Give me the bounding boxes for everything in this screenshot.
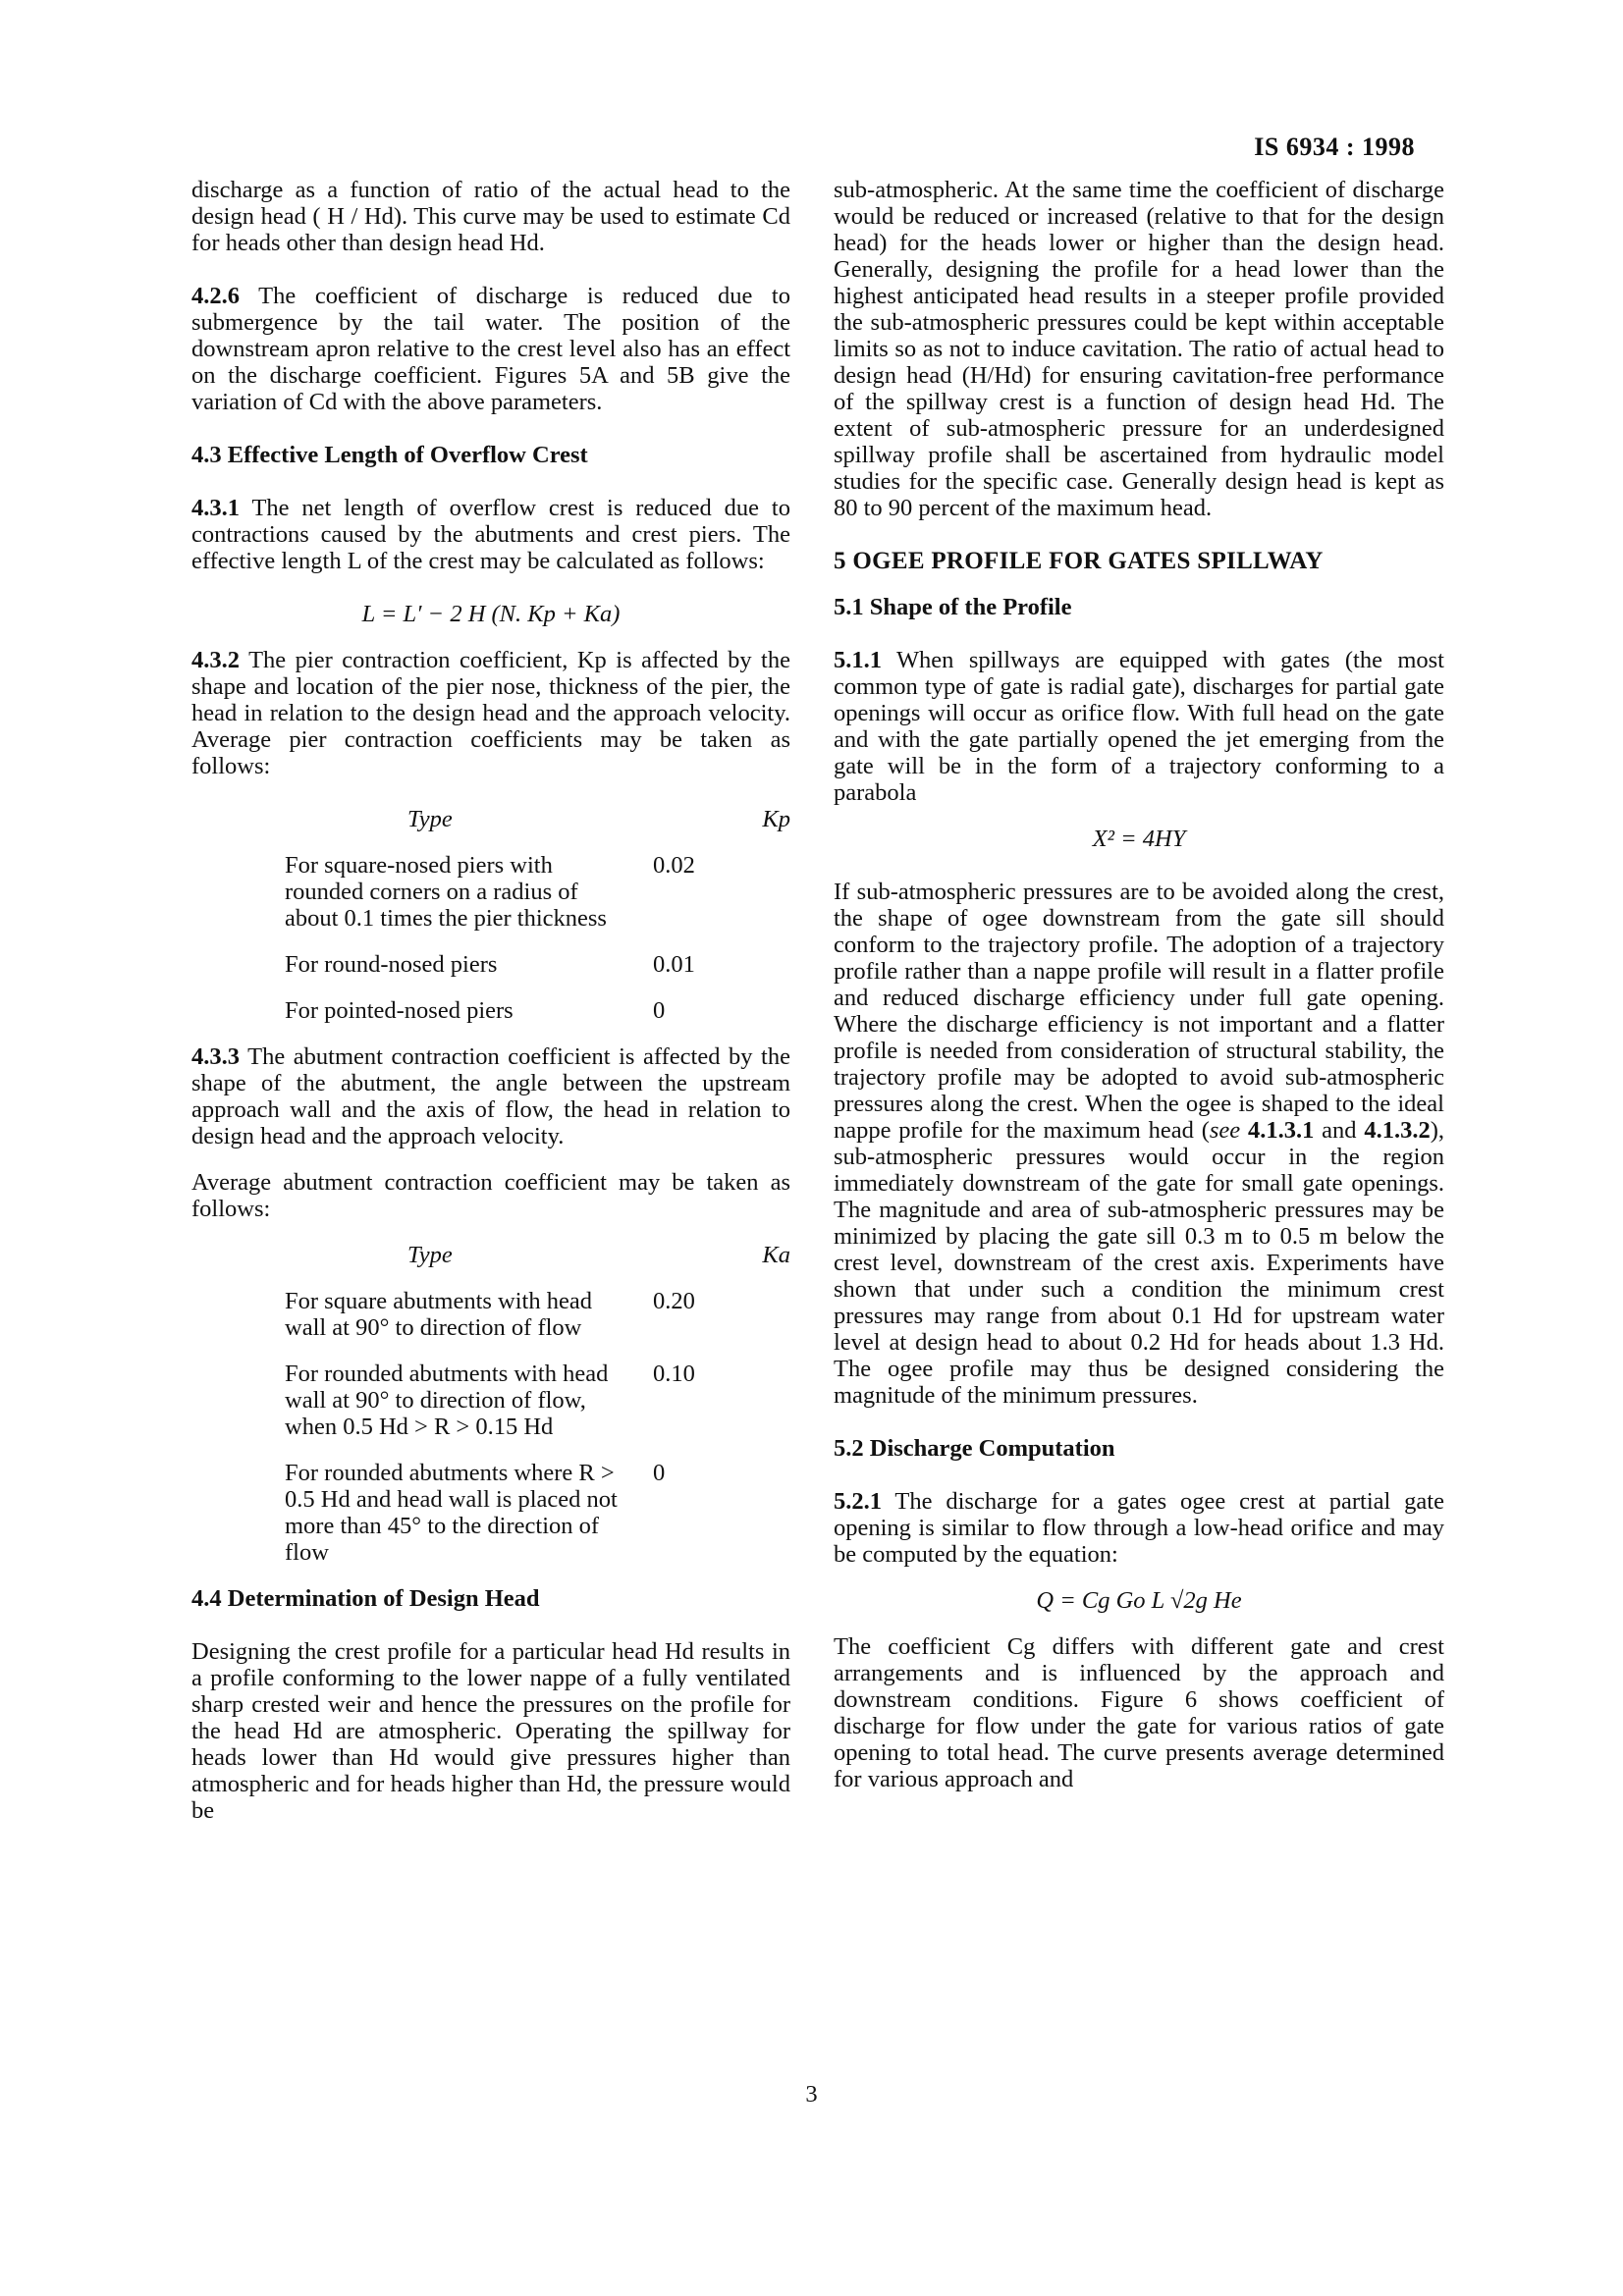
clause-number: 5.1.1 <box>834 647 882 673</box>
clause-reference: 4.1.3.1 <box>1247 1117 1315 1144</box>
clause-4-3-3 <box>191 1043 790 1149</box>
section-heading: 4.3 Effective Length of Overflow Crest <box>191 442 588 468</box>
equation: L = L′ − 2 H (N. Kp + Ka) <box>361 601 621 627</box>
paragraph: Designing the crest profile for a particular head Hd results in a profile conforming to the lower nappe of a fully ventilated sharp crested weir and hence the pressures on the profile for the head Hd are atmospheric. Operating the spillway for heads lower than Hd would give pressures higher than atmospheric and for heads higher than Hd, the pressure would be <box>191 1638 790 1824</box>
clause-number: 4.3.2 <box>191 647 240 673</box>
table-cell-k: 0.20 <box>653 1288 695 1314</box>
text-run-italic: see <box>1209 1117 1241 1144</box>
table-header-row <box>285 1242 790 1268</box>
clause-4-3-2 <box>191 647 790 779</box>
table-row <box>285 997 790 1024</box>
table-row <box>285 951 790 978</box>
table-cell-type: For square-nosed piers with rounded corners on a radius of about 0.1 times the pier thickness <box>285 852 607 932</box>
clause-text: When spillways are equipped with gates (the most common type of gate is radial gate), discharges for partial gate openings will occur as orifice flow. With full head on the gate and with the gate partially opened the jet emerging from the gate will be in the form of a trajectory conforming to a parabola <box>834 647 1444 806</box>
table-row <box>285 1361 790 1440</box>
section-heading: 5 OGEE PROFILE FOR GATES SPILLWAY <box>834 548 1324 574</box>
document-header: IS 6934 : 1998 <box>1254 133 1415 161</box>
clause-text: The abutment contraction coefficient is affected by the shape of the abutment, the angle between the upstream approach wall and the axis of flow, the head in relation to design head and the approach velocity. <box>191 1043 790 1149</box>
table-cell-k: 0.10 <box>653 1361 695 1387</box>
equation: X² = 4HY <box>1092 826 1186 852</box>
left-column <box>191 177 790 1824</box>
clause-text: The discharge for a gates ogee crest at partial gate opening is similar to flow through a low-head orifice and may be computed by the equation: <box>834 1488 1444 1568</box>
right-column <box>834 177 1444 1792</box>
section-heading: 4.4 Determination of Design Head <box>191 1585 540 1612</box>
clause-5-2-1 <box>834 1488 1444 1568</box>
paragraph <box>834 879 1444 1409</box>
clause-number: 5.2.1 <box>834 1488 882 1515</box>
subsection-heading: 5.1 Shape of the Profile <box>834 594 1072 620</box>
table-cell-type: For pointed-nosed piers <box>285 997 514 1024</box>
text-run: and <box>1314 1117 1365 1144</box>
table-row <box>285 852 790 932</box>
table-header-k: Ka <box>762 1242 790 1268</box>
table-cell-type: For rounded abutments where R > 0.5 Hd and head wall is placed not more than 45° to the direction of flow <box>285 1460 618 1566</box>
paragraph: discharge as a function of ratio of the actual head to the design head ( H / Hd). This curve may be used to estimate Cd for heads other than design head Hd. <box>191 177 790 256</box>
clause-4-3-1 <box>191 495 790 574</box>
clause-text: The net length of overflow crest is reduced due to contractions caused by the abutments and crest piers. The effective length L of the crest may be calculated as follows: <box>191 495 790 574</box>
table-cell-type: For round-nosed piers <box>285 951 498 978</box>
table-cell-type: For rounded abutments with head wall at 90° to direction of flow, when 0.5 Hd > R > 0.15 Hd <box>285 1361 609 1440</box>
table-cell-k: 0.01 <box>653 951 695 978</box>
table-header-type: Type <box>407 806 453 832</box>
table-row <box>285 1460 790 1566</box>
clause-reference: 4.1.3.2 <box>1364 1117 1431 1144</box>
table-cell-k: 0 <box>653 997 666 1024</box>
text-run: ), sub-atmospheric pressures would occur in the region immediately downstream of the gate for small gate openings. The magnitude and area of sub-atmospheric pressures may be minimized by placing the gate sill 0.3 m to 0.5 m below the crest level, downstream of the crest axis. Experiments have shown that under such a condition the minimum crest pressures may range from about 0.1 Hd for upstream water level at design head to about 0.2 Hd for heads about 1.3 Hd. The ogee profile may thus be designed considering the magnitude of the minimum pressures. <box>834 1117 1445 1409</box>
table-header-type: Type <box>407 1242 453 1268</box>
clause-5-1-1 <box>834 647 1444 806</box>
table-cell-k: 0 <box>653 1460 666 1486</box>
abutment-coefficient-table <box>285 1242 790 1566</box>
table-cell-k: 0.02 <box>653 852 695 879</box>
clause-number: 4.2.6 <box>191 283 240 309</box>
paragraph: sub-atmospheric. At the same time the coefficient of discharge would be reduced or increased (relative to that for the design head) for the heads lower or higher than the design head. Generally, designing the profile for a head lower than the highest anticipated head results in a steeper profile provided the sub-atmospheric pressures could be kept within acceptable limits so as not to induce cavitation. The ratio of actual head to design head (H/Hd) for ensuring cavitation-free performance of the spillway crest is a function of design head Hd. The extent of sub-atmospheric pressure for an underdesigned spillway profile shall be ascertained from hydraulic model studies for the specific case. Generally design head is kept as 80 to 90 percent of the maximum head. <box>834 177 1444 521</box>
table-header-k: Kp <box>762 806 790 832</box>
pier-coefficient-table <box>285 806 790 1024</box>
table-cell-type: For square abutments with head wall at 90° to direction of flow <box>285 1288 592 1341</box>
page-number: 3 <box>805 2081 818 2108</box>
subsection-heading: 5.2 Discharge Computation <box>834 1435 1115 1462</box>
clause-text: The coefficient of discharge is reduced due to submergence by the tail water. The position of the downstream apron relative to the crest level also has an effect on the discharge coefficient. Figures 5A and 5B give the variation of Cd with the above parameters. <box>191 283 790 415</box>
table-row <box>285 1288 790 1341</box>
equation: Q = Cg Go L √2g He <box>1036 1587 1242 1614</box>
text-run: If sub-atmospheric pressures are to be avoided along the crest, the shape of ogee downstream from the gate sill should conform to the trajectory profile. The adoption of a trajectory profile rather than a nappe profile will result in a flatter profile and reduced discharge efficiency under full gate opening. Where the discharge efficiency is not important and a flatter profile is needed from consideration of structural stability, the trajectory profile may be adopted to avoid sub-atmospheric pressures along the crest. When the ogee is shaped to the ideal nappe profile for the maximum head ( <box>834 879 1444 1144</box>
clause-number: 4.3.1 <box>191 495 240 521</box>
paragraph: The coefficient Cg differs with different gate and crest arrangements and is influenced by the approach and downstream conditions. Figure 6 shows coefficient of discharge for flow under the gate for various ratios of gate opening to total head. The curve presents average determined for various approach and <box>834 1633 1444 1792</box>
clause-number: 4.3.3 <box>191 1043 240 1070</box>
table-header-row <box>285 806 790 832</box>
clause-4-2-6 <box>191 283 790 415</box>
paragraph: Average abutment contraction coefficient may be taken as follows: <box>191 1169 790 1222</box>
clause-text: The pier contraction coefficient, Kp is affected by the shape and location of the pier nose, thickness of the pier, the head in relation to the design head and the approach velocity. Average pier contraction coefficients may be taken as follows: <box>191 647 790 779</box>
